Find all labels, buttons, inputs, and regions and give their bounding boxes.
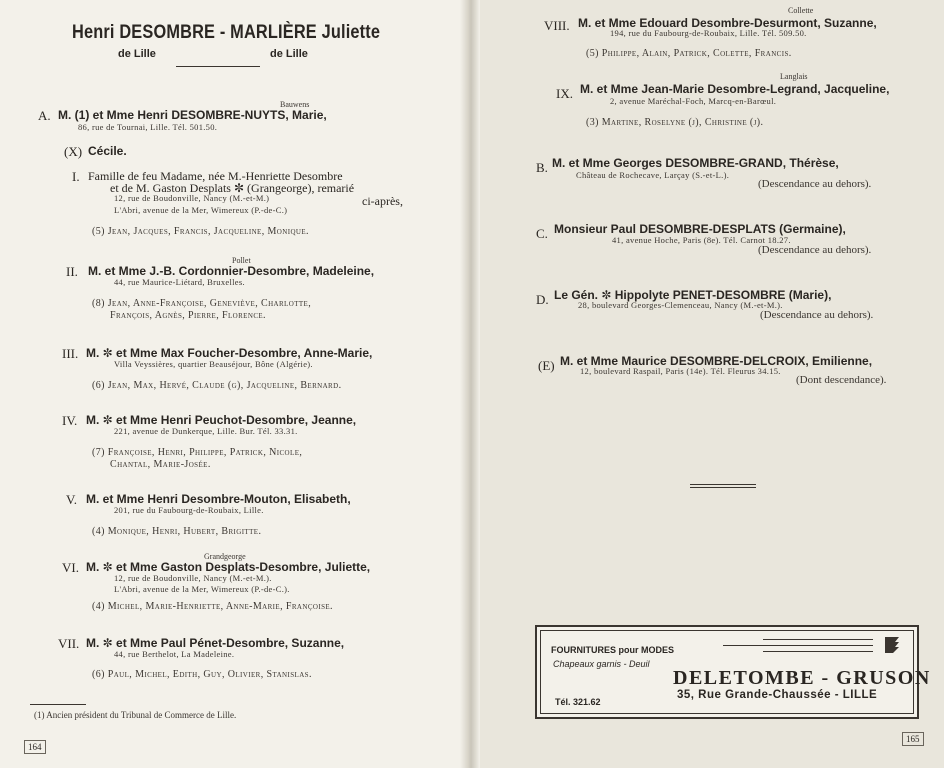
ad-deco-line (763, 639, 873, 640)
ad-company: DELETOMBE - GRUSON (673, 667, 931, 689)
entry-head-cont: et de M. Gaston Desplats ✼ (Grangeorge), remarié (110, 181, 355, 195)
children-list: Chantal, Marie-Josée. (110, 459, 211, 470)
entry-head: M. ✼ et Mme Henri Peuchot-Desombre, Jeanne, (86, 413, 357, 427)
children-list: (5) Philippe, Alain, Patrick, Colette, Francis. (586, 48, 792, 59)
entry-address: 86, rue de Tournai, Lille. Tél. 501.50. (78, 122, 218, 132)
entry-marker: VIII. (544, 18, 570, 33)
maiden-name: Bauwens (280, 100, 310, 109)
entry-marker: A. (38, 108, 51, 123)
entry-head: Monsieur Paul DESOMBRE-DESPLATS (Germaine), (554, 222, 846, 236)
ad-line-2: Chapeaux garnis - Deuil (553, 659, 650, 669)
entry-head: M. ✼ et Mme Paul Pénet-Desombre, Suzanne, (86, 636, 345, 650)
page-number: 165 (902, 732, 924, 746)
ad-emblem-icon (883, 635, 901, 655)
page-number: 164 (24, 740, 46, 754)
entry-marker: (E) (538, 358, 555, 373)
children-list: (3) Martine, Roselyne (j), Christine (j). (586, 117, 764, 128)
descendance-note: (Descendance au dehors). (758, 244, 872, 256)
children-list: (4) Michel, Marie-Henriette, Anne-Marie, Françoise. (92, 601, 333, 612)
maiden-name: Langlais (780, 72, 808, 81)
entry-address: 44, rue Maurice-Liétard, Bruxelles. (114, 277, 245, 287)
entry-marker: I. (72, 169, 80, 184)
entry-marker: B. (536, 160, 548, 175)
entry-address: 194, rue du Faubourg-de-Roubaix, Lille. Tél. 509.50. (610, 28, 807, 38)
entry-address: 44, rue Berthelot, La Madeleine. (114, 649, 235, 659)
entry-marker: C. (536, 226, 548, 241)
entry-marker: D. (536, 292, 549, 307)
children-list: (7) Françoise, Henri, Philippe, Patrick, Nicole, (92, 447, 303, 458)
entry-head: M. et Mme Georges DESOMBRE-GRAND, Thérèse, (552, 156, 839, 170)
entry-marker: VI. (62, 560, 79, 575)
descendance-note: (Descendance au dehors). (758, 178, 872, 190)
entry-head: M. et Mme Maurice DESOMBRE-DELCROIX, Emilienne, (560, 354, 873, 368)
ad-phone: Tél. 321.62 (555, 697, 601, 707)
maiden-name: Pollet (232, 256, 251, 265)
entry-address: 2, avenue Maréchal-Foch, Marcq-en-Barœul. (610, 96, 777, 106)
entry-head-cont: ci-après, (362, 194, 403, 208)
entry-head: M. et Mme Henri Desombre-Mouton, Elisabeth, (86, 492, 351, 506)
entry-marker: VII. (58, 636, 80, 651)
entry-address: 41, avenue Hoche, Paris (8e). Tél. Carnot 18.27. (612, 235, 791, 245)
entry-marker: IV. (62, 413, 78, 428)
ad-address: 35, Rue Grande-Chaussée - LILLE (677, 689, 878, 701)
entry-head: Famille de feu Madame, née M.-Henriette Desombre (88, 169, 343, 183)
entry-address: 12, boulevard Raspail, Paris (14e). Tél. Fleurus 34.15. (580, 366, 781, 376)
entry-address: L'Abri, avenue de la Mer, Wimereux (P.-de-C.) (114, 205, 288, 215)
entry-address: Villa Veyssières, quartier Beauséjour, Bône (Algérie). (114, 359, 313, 369)
maiden-name: Collette (788, 6, 814, 15)
entry-address: 28, boulevard Georges-Clemenceau, Nancy (M.-et-M.). (578, 300, 783, 310)
footnote: (1) Ancien président du Tribunal de Commerce de Lille. (34, 710, 237, 720)
children-list: (6) Jean, Max, Hervé, Claude (g), Jacqueline, Bernard. (92, 380, 342, 391)
entry-head: M. (1) et Mme Henri DESOMBRE-NUYTS, Marie, (58, 108, 327, 122)
children-list: (8) Jean, Anne-Françoise, Geneviève, Charlotte, (92, 298, 312, 309)
entry-head: Cécile. (88, 144, 127, 158)
advertisement (535, 625, 931, 719)
entry-head: M. et Mme J.-B. Cordonnier-Desombre, Madeleine, (88, 264, 375, 278)
entry-head: M. ✼ et Mme Max Foucher-Desombre, Anne-Marie, (86, 346, 373, 360)
page-title: Henri DESOMBRE - MARLIÈRE Juliette (72, 22, 381, 43)
origin-right: de Lille (270, 48, 308, 60)
entry-address: L'Abri, avenue de la Mer, Wimereux (P.-de-C.). (114, 584, 290, 594)
entry-head: M. et Mme Edouard Desombre-Desurmont, Suzanne, (578, 16, 877, 30)
entry-marker: (X) (64, 144, 83, 159)
children-list: (6) Paul, Michel, Edith, Guy, Olivier, Stanislas. (92, 669, 312, 680)
section-rule (690, 487, 756, 488)
entry-address: 12, rue de Boudonville, Nancy (M.-et-M.) (114, 193, 270, 203)
title-divider (176, 66, 260, 67)
ad-deco-line (763, 651, 873, 652)
descendance-note: (Descendance au dehors). (760, 309, 874, 321)
entry-head: Le Gén. ✼ Hippolyte PENET-DESOMBRE (Marie), (554, 288, 832, 302)
entry-head: M. et Mme Jean-Marie Desombre-Legrand, Jacqueline, (580, 82, 890, 96)
entry-address: 221, avenue de Dunkerque, Lille. Bur. Tél. 33.31. (114, 426, 298, 436)
children-list: (5) Jean, Jacques, Francis, Jacqueline, Monique. (92, 226, 309, 237)
entry-marker: V. (66, 492, 77, 507)
entry-marker: II. (66, 264, 78, 279)
entry-marker: IX. (556, 86, 573, 101)
descendance-note: (Dont descendance). (796, 374, 887, 386)
ad-line-1: FOURNITURES pour MODES (551, 645, 674, 655)
ad-deco-line (723, 645, 873, 646)
origin-left: de Lille (118, 48, 156, 60)
footnote-rule (30, 704, 86, 705)
entry-address: 201, rue du Faubourg-de-Roubaix, Lille. (114, 505, 264, 515)
maiden-name: Grandgeorge (204, 552, 246, 561)
entry-head: M. ✼ et Mme Gaston Desplats-Desombre, Juliette, (86, 560, 371, 574)
left-page (0, 0, 468, 768)
entry-address: 12, rue de Boudonville, Nancy (M.-et-M.). (114, 573, 272, 583)
children-list: François, Agnès, Pierre, Florence. (110, 310, 266, 321)
entry-marker: III. (62, 346, 79, 361)
entry-address: Château de Rochecave, Larçay (S.-et-L.). (576, 170, 730, 180)
section-rule (690, 484, 756, 485)
children-list: (4) Monique, Henri, Hubert, Brigitte. (92, 526, 262, 537)
